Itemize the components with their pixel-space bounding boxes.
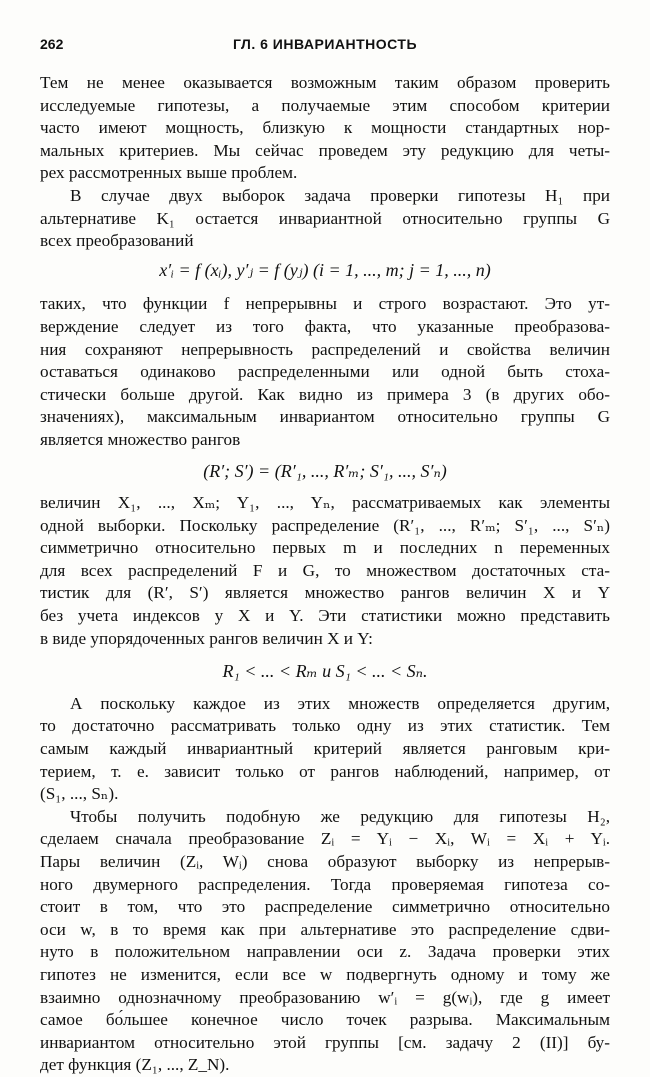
- text-line: исследуемые гипотезы, а получаемые этим способом критерии: [40, 95, 610, 115]
- text-line: оси w, в то время как при альтернативе это распределение сдви-: [40, 919, 610, 939]
- text-line: одной выборки. Поскольку распределение (R′₁, ..., R′ₘ; S′₁, ..., S′ₙ): [40, 515, 610, 535]
- text-line: значениях), максимальным инвариантом относительно группы G: [40, 407, 610, 427]
- text-line: нуто в положительном направлении оси z. Задача проверки этих: [40, 942, 610, 962]
- text-line: ния сохраняют непрерывность распределений и свойства величин: [40, 339, 610, 359]
- text-line: то достаточно рассматривать только одну из этих статистик. Тем: [40, 716, 610, 736]
- paragraph-3: [40, 293, 610, 451]
- text-line: Тем не менее оказывается возможным таким образом проверить: [40, 73, 610, 92]
- text-line: в виде упорядоченных рангов величин X и Y:: [40, 628, 373, 648]
- text-line: взаимно однозначному преобразованию w′ᵢ = g(wᵢ), где g имеет: [40, 987, 610, 1007]
- chapter-title: ГЛ. 6 ИНВАРИАНТНОСТЬ: [232, 36, 418, 52]
- text-line: верждение следует из того факта, что указанные преобразова-: [40, 316, 610, 336]
- text-line: стически больше другой. Как видно из примера 3 (в других обо-: [40, 384, 610, 404]
- text-line: сделаем сначала преобразование Zᵢ = Yᵢ − Xᵢ, Wᵢ = Xᵢ + Yᵢ.: [40, 829, 610, 849]
- text-line: мальных критериев. Мы сейчас проведем эту редукцию для четы-: [40, 140, 610, 160]
- text-line: симметрично относительно первых m и последних n переменных: [40, 538, 610, 558]
- paragraph-6: [40, 806, 610, 1077]
- text-line: самым каждый инвариантный критерий является рангов‌ым кри-: [40, 739, 610, 759]
- text-line: Чтобы получить подобную же редукцию для гипотезы H₂,: [70, 806, 610, 826]
- page-number: 262: [40, 36, 64, 52]
- text-line: ного двумерного распределения. Тогда проверяемая гипотеза со-: [40, 874, 610, 894]
- text-line: инвариантом относительно этой группы [см. задачу 2 (II)] бу-: [40, 1032, 610, 1052]
- text-line: часто имеют мощность, близкую к мощности стандартных нор-: [40, 118, 610, 138]
- formula-ordered-ranks: R₁ < ... < Rₘ и S₁ < ... < Sₙ.: [222, 661, 428, 682]
- formula-ranks: (R′; S′) = (R′₁, ..., R′ₘ; S′₁, ..., S′ₙ): [203, 460, 447, 481]
- text-line: А поскольку каждое из этих множеств определяется другим,: [70, 693, 610, 713]
- page-body: [40, 72, 610, 1077]
- text-line: величин X₁, ..., Xₘ; Y₁, ..., Yₙ, рассматриваемых как элементы: [40, 493, 610, 513]
- text-line: В случае двух выборок задача проверки гипотезы H₁ при: [70, 185, 610, 205]
- paragraph-2: [40, 185, 610, 253]
- text-line: оставаться одинаково распределенными или одной быть стоха-: [40, 362, 610, 382]
- text-line: без учета индексов у X и Y. Эти статистики можно представить: [40, 606, 610, 626]
- text-line: самое бо́льшее конечное число точек разрыва. Максимальным: [40, 1010, 610, 1030]
- formula-transformations: x′ᵢ = f (xᵢ), y′ⱼ = f (yⱼ) (i = 1, ..., m; j = 1, ..., n): [159, 259, 491, 280]
- text-line: (S₁, ..., Sₙ).: [40, 784, 119, 804]
- text-line: таких, что функции f непрерывны и строго возрастают. Это ут-: [40, 294, 610, 314]
- text-line: альтернативе K₁ остается инвариантной относительно группы G: [40, 208, 610, 228]
- text-line: терием, т. е. зависит только от рангов наблюдений, например, от: [40, 761, 610, 781]
- text-line: Пары величин (Zᵢ, Wᵢ) снова образуют выборку из непрерыв-: [40, 852, 610, 871]
- paragraph-1: [40, 72, 610, 185]
- paragraph-5: [40, 693, 610, 806]
- text-line: для всех распределений F и G, то множеством достаточных ста-: [40, 560, 610, 580]
- text-line: стоит в том, что это распределение симметрично относительно: [40, 897, 610, 917]
- text-line: рех рассмотренных выше проблем.: [40, 163, 298, 183]
- text-line: дет функция (Z₁, ..., Z_N).: [40, 1055, 230, 1075]
- paragraph-4: [40, 492, 610, 650]
- text-line: гипотез не изменится, если все w подвергнуть одному и тому же: [40, 964, 610, 984]
- text-line: всех преобразований: [40, 231, 194, 251]
- text-line: является множество рангов: [40, 429, 241, 449]
- text-line: тистик для (R′, S′) является множество рангов величин X и Y: [40, 583, 610, 603]
- running-header: [40, 36, 610, 58]
